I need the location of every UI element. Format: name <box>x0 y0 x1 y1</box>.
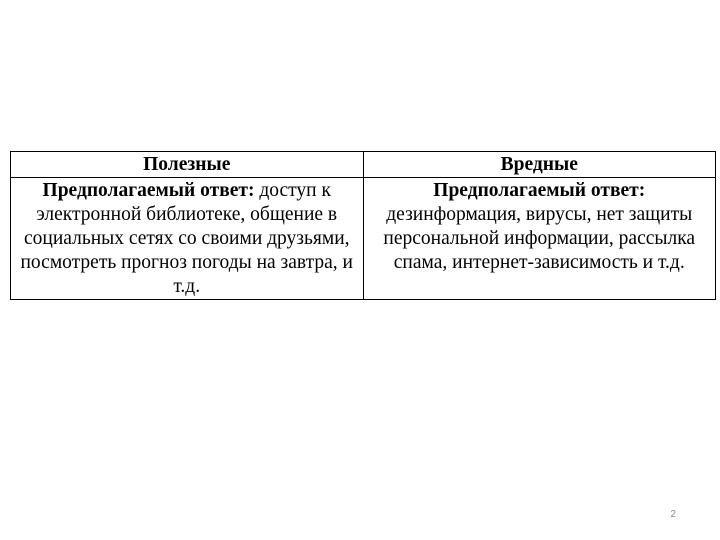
harmful-cell <box>363 178 716 300</box>
page-number: 2 <box>670 509 676 520</box>
comparison-table <box>10 151 716 300</box>
header-useful: Полезные <box>11 152 364 178</box>
harmful-answer-text: дезинформация, вирусы, нет защиты персональной информации, рассылка спама, интернет-зависимость и т.д. <box>383 204 696 273</box>
header-harmful: Вредные <box>363 152 716 178</box>
table-header-row <box>11 152 716 178</box>
useful-answer-label: Предполагаемый ответ: <box>42 180 255 201</box>
harmful-answer-label: Предполагаемый ответ: <box>433 180 646 201</box>
useful-cell <box>11 178 364 300</box>
table-row <box>11 178 716 300</box>
useful-answer-text: доступ к электронной библиотеке, общение в социальных сетях со своими друзьями, посмотреть прогноз погоды на завтра, и т.д. <box>20 180 353 297</box>
